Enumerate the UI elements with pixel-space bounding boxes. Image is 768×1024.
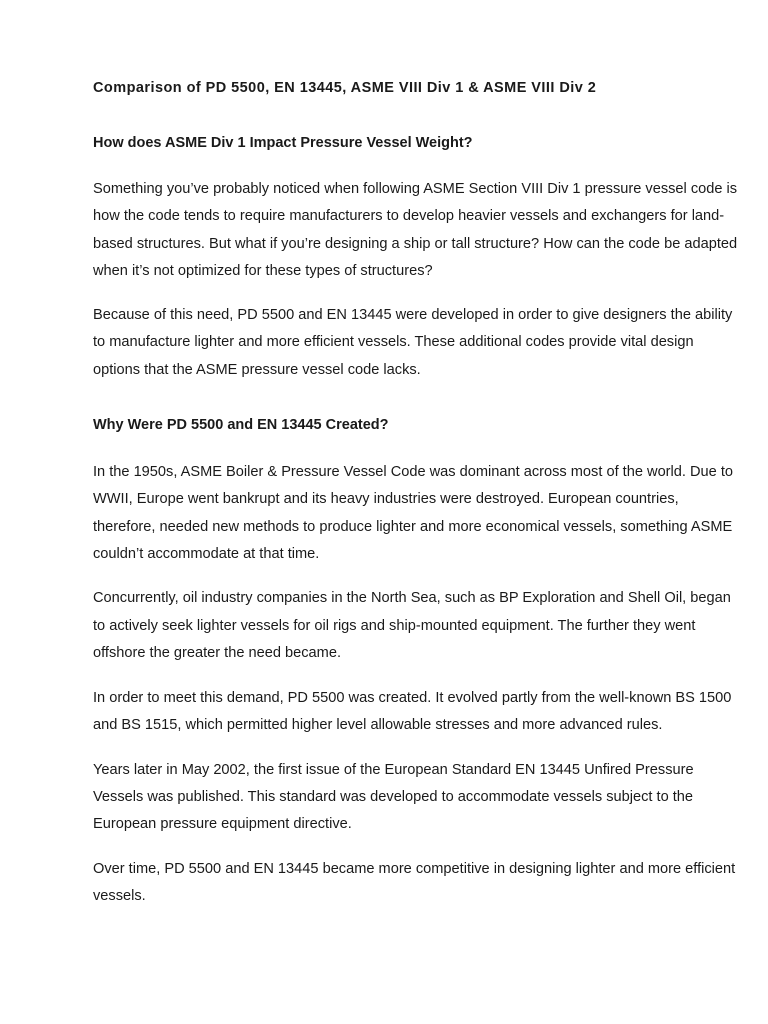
document-title: Comparison of PD 5500, EN 13445, ASME VIII Div 1 & ASME VIII Div 2 — [93, 80, 597, 96]
paragraph: Something you’ve probably noticed when following ASME Section VIII Div 1 pressure vessel code is how the code tends to require manufacturers to develop heavier vessels and exchangers for land-based structures. But what if you’re designing a ship or tall structure? How can the code be adapted when it’s not optimized for these types of structures? — [93, 181, 738, 279]
paragraph: In order to meet this demand, PD 5500 was created. It evolved partly from the well-known BS 1500 and BS 1515, which permitted higher level allowable stresses and more advanced rules. — [93, 690, 732, 734]
paragraph: In the 1950s, ASME Boiler & Pressure Vessel Code was dominant across most of the world. Due to WWII, Europe went bankrupt and its heavy industries were destroyed. European countries, therefore, needed new methods to produce lighter and more economical vessels, something ASME couldn’t accommodate at that time. — [93, 464, 734, 562]
paragraph: Over time, PD 5500 and EN 13445 became more competitive in designing lighter and more efficient vessels. — [93, 860, 736, 904]
section-heading-why-created: Why Were PD 5500 and EN 13445 Created? — [93, 417, 389, 434]
paragraph: Concurrently, oil industry companies in the North Sea, such as BP Exploration and Shell Oil, began to actively seek lighter vessels for oil rigs and ship-mounted equipment. The further they went offshore the greater the need became. — [93, 590, 731, 661]
section-heading-asme-weight: How does ASME Div 1 Impact Pressure Vessel Weight? — [93, 135, 473, 151]
document-body — [93, 78, 738, 910]
paragraph: Years later in May 2002, the first issue of the European Standard EN 13445 Unfired Pressure Vessels was published. This standard was developed to accommodate vessels subject to the European pressure equipment directive. — [93, 761, 694, 833]
paragraph: Because of this need, PD 5500 and EN 13445 were developed in order to give designers the ability to manufacture lighter and more efficient vessels. These additional codes provide vital design options that the ASME pressure vessel code lacks. — [93, 307, 733, 378]
